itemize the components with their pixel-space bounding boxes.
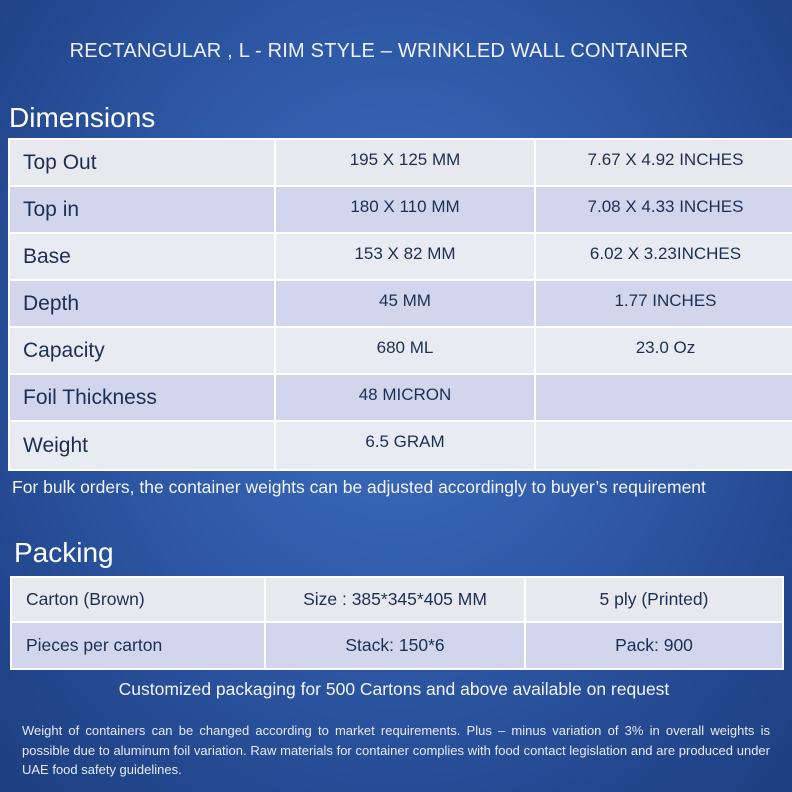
packing-table <box>10 576 784 670</box>
table-row <box>12 578 782 623</box>
table-row <box>10 234 792 281</box>
row-label: Weight <box>10 422 276 469</box>
metric-value: 153 X 82 MM <box>276 234 536 281</box>
table-row <box>10 328 792 375</box>
row-label: Capacity <box>10 328 276 375</box>
row-label: Carton (Brown) <box>12 578 266 623</box>
imperial-value: 7.67 X 4.92 INCHES <box>536 140 792 187</box>
row-label: Top Out <box>10 140 276 187</box>
imperial-value: 23.0 Oz <box>536 328 792 375</box>
packing-detail: Pack: 900 <box>526 623 782 668</box>
table-row <box>10 281 792 328</box>
footer-note: Weight of containers can be changed according to market requirements. Plus – minus variation of 3% in overall weights is possible due to aluminum foil variation. Raw materials for container complies with food contact legislation and are produced under UAE food safety guidelines. <box>22 723 770 777</box>
imperial-value <box>536 375 792 422</box>
row-label: Base <box>10 234 276 281</box>
packing-detail: Stack: 150*6 <box>266 623 526 668</box>
table-row <box>10 187 792 234</box>
packing-heading: Packing <box>14 537 114 568</box>
bulk-order-note: For bulk orders, the container weights can be adjusted accordingly to buyer’s requirement <box>12 477 706 497</box>
packing-detail: Size : 385*345*405 MM <box>266 578 526 623</box>
table-row <box>12 623 782 668</box>
dimensions-heading: Dimensions <box>9 102 156 133</box>
imperial-value <box>536 422 792 469</box>
row-label: Top in <box>10 187 276 234</box>
table-row <box>10 375 792 422</box>
imperial-value: 1.77 INCHES <box>536 281 792 328</box>
row-label: Depth <box>10 281 276 328</box>
metric-value: 180 X 110 MM <box>276 187 536 234</box>
metric-value: 6.5 GRAM <box>276 422 536 469</box>
packing-detail: 5 ply (Printed) <box>526 578 782 623</box>
metric-value: 195 X 125 MM <box>276 140 536 187</box>
metric-value: 45 MM <box>276 281 536 328</box>
row-label: Foil Thickness <box>10 375 276 422</box>
imperial-value: 7.08 X 4.33 INCHES <box>536 187 792 234</box>
table-row <box>10 140 792 187</box>
dimensions-table <box>8 138 792 471</box>
row-label: Pieces per carton <box>12 623 266 668</box>
table-row <box>10 422 792 469</box>
custom-packaging-note: Customized packaging for 500 Cartons and above available on request <box>118 679 670 699</box>
page-title: RECTANGULAR , L - RIM STYLE – WRINKLED WALL CONTAINER <box>69 40 689 62</box>
metric-value: 48 MICRON <box>276 375 536 422</box>
metric-value: 680 ML <box>276 328 536 375</box>
imperial-value: 6.02 X 3.23INCHES <box>536 234 792 281</box>
